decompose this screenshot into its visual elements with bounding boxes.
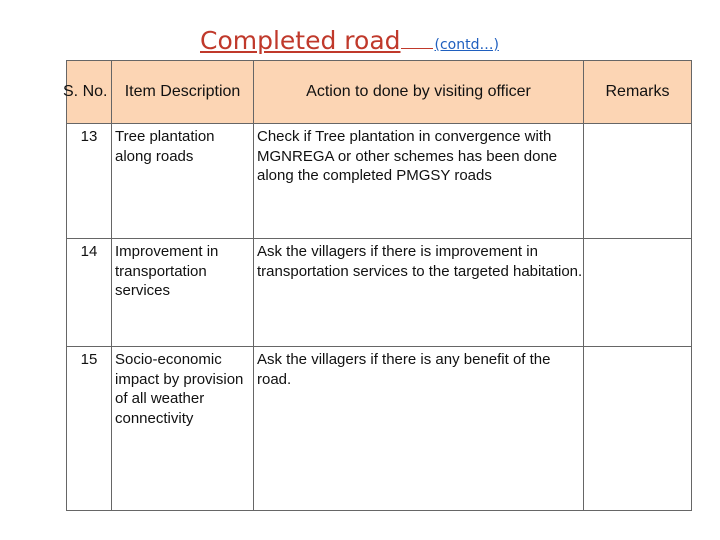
table-row xyxy=(67,239,692,347)
header-remarks: Remarks xyxy=(584,61,692,124)
row-item: Tree plantation along roads xyxy=(112,124,254,239)
row-remarks xyxy=(584,124,692,239)
row-item: Improvement in transportation services xyxy=(112,239,254,347)
table-row xyxy=(67,347,692,511)
table-header-row xyxy=(67,61,692,124)
inspection-table xyxy=(63,60,692,511)
row-remarks xyxy=(584,239,692,347)
row-action: Check if Tree plantation in convergence with MGNREGA or other schemes has been done along the completed PMGSY roads xyxy=(254,124,584,239)
row-sno: 13 xyxy=(67,124,112,239)
header-item: Item Description xyxy=(112,61,254,124)
row-remarks xyxy=(584,347,692,511)
header-sno: S. No. xyxy=(67,61,112,124)
page-title xyxy=(200,22,499,55)
header-action: Action to done by visiting officer xyxy=(254,61,584,124)
title-main: Completed road xyxy=(200,26,401,55)
row-sno: 15 xyxy=(67,347,112,511)
title-sub: (contd…) xyxy=(434,37,499,53)
row-item: Socio-economic impact by provision of all weather connectivity xyxy=(112,347,254,511)
row-action: Ask the villagers if there is any benefit of the road. xyxy=(254,347,584,511)
title-underline-gap xyxy=(401,22,433,49)
row-sno: 14 xyxy=(67,239,112,347)
row-action: Ask the villagers if there is improvement in transportation services to the targeted habitation. xyxy=(254,239,584,347)
table-row xyxy=(67,124,692,239)
